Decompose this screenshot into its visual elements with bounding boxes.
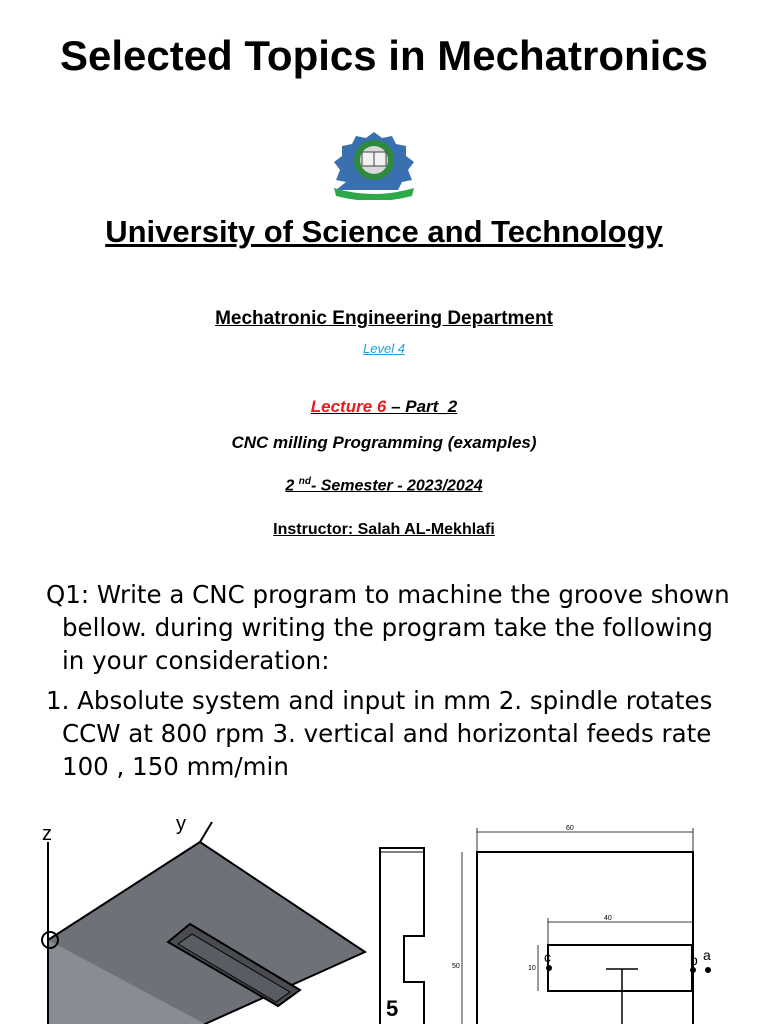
university-logo [332,130,416,200]
axis-z-label: z [42,823,52,845]
department: Mechatronic Engineering Department [215,308,553,329]
question-continuation: bellow. during writing the program take the following in your consideration: [62,613,713,675]
dim-slot-width-label: 10 [528,965,536,972]
point-b-label: b [690,952,698,968]
requirements-first-line: 1. Absolute system and input in mm 2. spindle rotates [46,686,713,715]
lecture-topic: CNC milling Programming (examples) [231,433,537,452]
requirements-text [46,684,736,783]
level-link[interactable]: Level 4 [363,341,405,356]
axis-y-label: y [176,813,186,835]
point-c-label: c [544,949,551,965]
page-title: Selected Topics in Mechatronics [59,32,709,79]
dim-width-label: 60 [566,825,574,832]
lecture-part: – Part_2 [386,397,458,416]
requirements-continuation: CCW at 800 rpm 3. vertical and horizontal feeds rate 100 , 150 mm/min [62,719,712,781]
dim-slot-length-label: 40 [604,915,612,922]
semester-number: 2 [285,477,295,495]
top-view [462,828,711,1024]
isometric-block [42,822,365,1024]
university-name: University of Science and Technology [105,214,663,249]
question-text [46,578,736,677]
question-first-line: Q1: Write a CNC program to machine the groove shown [46,580,730,609]
side-view-depth-label: 5 [386,996,399,1021]
semester-suffix: nd [298,476,311,487]
semester [0,476,768,495]
point-a-label: a [703,947,711,963]
dim-height-label: 50 [452,963,460,970]
part-drawing [0,800,768,1024]
semester-text: - Semester - 2023/2024 [310,477,483,495]
instructor: Instructor: Salah AL-Mekhlafi [273,521,495,538]
lecture-number: Lecture 6 [310,397,387,416]
lecture-line [0,397,768,417]
